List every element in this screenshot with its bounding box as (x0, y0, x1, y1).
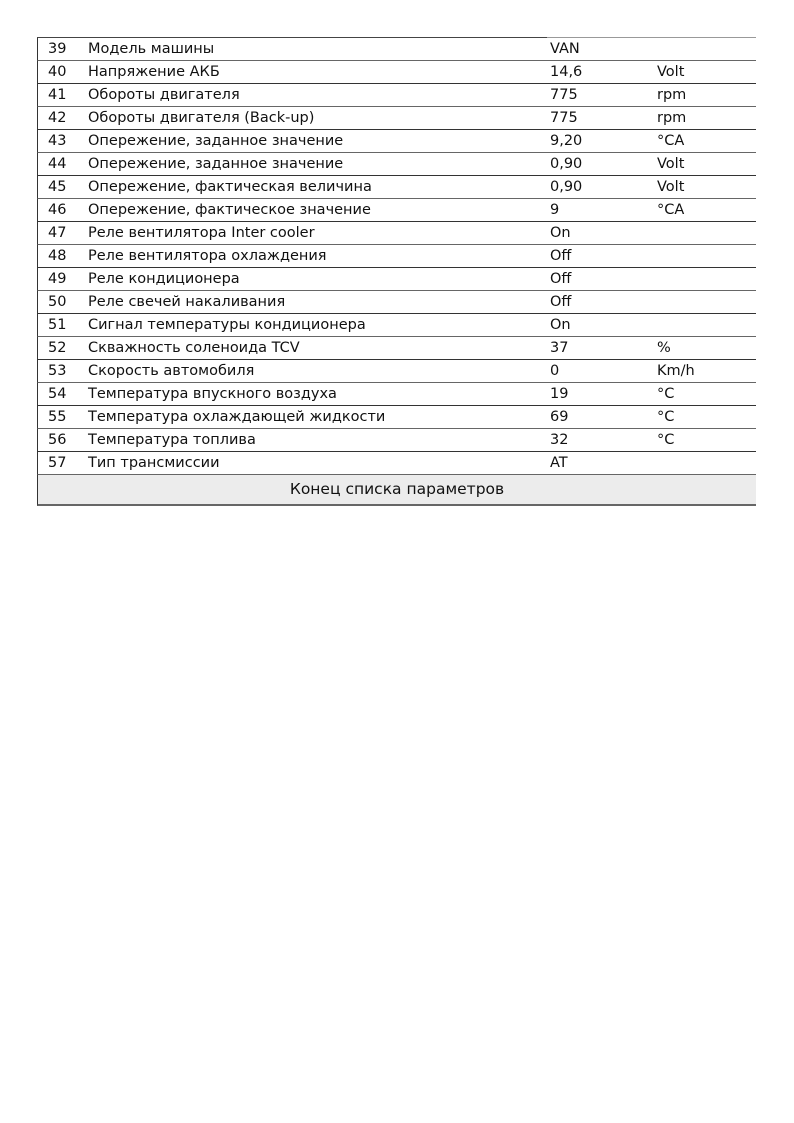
parameters-table (37, 37, 756, 506)
table-row (37, 337, 756, 360)
parameter-name: Обороты двигателя (88, 87, 240, 103)
table-row (37, 452, 756, 475)
parameter-value: 37 (550, 340, 569, 356)
parameter-name: Тип трансмиссии (88, 455, 220, 471)
parameter-name: Обороты двигателя (Back-up) (88, 110, 315, 126)
parameter-unit: % (657, 340, 671, 356)
row-number: 48 (48, 248, 67, 264)
table-row (37, 61, 756, 84)
parameter-unit: °C (657, 386, 675, 402)
parameter-name: Опережение, фактическая величина (88, 179, 372, 195)
parameter-value: AT (550, 455, 568, 471)
table-row (37, 199, 756, 222)
table-row (37, 245, 756, 268)
parameter-value: 0 (550, 363, 560, 379)
table-row (37, 130, 756, 153)
parameter-name: Температура впускного воздуха (88, 386, 337, 402)
parameter-name: Опережение, заданное значение (88, 133, 344, 149)
table-row (37, 176, 756, 199)
parameter-name: Скважность соленоида TCV (88, 340, 300, 356)
row-number: 55 (48, 409, 67, 425)
row-number: 49 (48, 271, 67, 287)
table-row (37, 107, 756, 130)
row-number: 41 (48, 87, 67, 103)
parameter-value: 14,6 (550, 64, 583, 80)
table-row (37, 38, 756, 61)
parameter-value: 32 (550, 432, 569, 448)
table-row (37, 268, 756, 291)
table-row (37, 222, 756, 245)
parameter-name: Реле вентилятора охлаждения (88, 248, 327, 264)
parameter-unit: °C (657, 432, 675, 448)
row-number: 45 (48, 179, 67, 195)
parameter-name: Температура охлаждающей жидкости (88, 409, 386, 425)
row-number: 40 (48, 64, 67, 80)
parameter-name: Реле свечей накаливания (88, 294, 286, 310)
row-number: 46 (48, 202, 67, 218)
parameter-name: Реле кондиционера (88, 271, 240, 287)
parameter-unit: °CA (657, 133, 685, 149)
parameter-unit: rpm (657, 110, 687, 126)
parameter-value: Off (550, 271, 572, 287)
row-number: 57 (48, 455, 67, 471)
table-row (37, 84, 756, 107)
parameter-name: Напряжение АКБ (88, 64, 220, 80)
parameter-value: On (550, 225, 571, 241)
parameter-unit: °C (657, 409, 675, 425)
row-number: 52 (48, 340, 67, 356)
parameter-value: 9 (550, 202, 560, 218)
row-number: 50 (48, 294, 67, 310)
table-row (37, 291, 756, 314)
row-number: 51 (48, 317, 67, 333)
table-row (37, 406, 756, 429)
table-row (37, 383, 756, 406)
parameter-unit: Km/h (657, 363, 695, 379)
parameter-name: Опережение, фактическое значение (88, 202, 371, 218)
parameter-value: 19 (550, 386, 569, 402)
row-number: 53 (48, 363, 67, 379)
parameter-value: VAN (550, 41, 580, 57)
end-of-list-footer: Конец списка параметров (37, 475, 756, 506)
parameter-value: 775 (550, 110, 578, 126)
parameter-name: Скорость автомобиля (88, 363, 255, 379)
parameter-name: Температура топлива (88, 432, 256, 448)
parameter-value: 0,90 (550, 156, 583, 172)
parameter-value: 69 (550, 409, 569, 425)
parameter-value: Off (550, 248, 572, 264)
parameter-unit: rpm (657, 87, 687, 103)
parameter-unit: Volt (657, 156, 685, 172)
parameter-value: On (550, 317, 571, 333)
parameter-unit: Volt (657, 64, 685, 80)
row-number: 56 (48, 432, 67, 448)
parameter-value: 775 (550, 87, 578, 103)
parameter-value: 0,90 (550, 179, 583, 195)
parameter-value: Off (550, 294, 572, 310)
table-row (37, 153, 756, 176)
table-row (37, 429, 756, 452)
parameter-name: Опережение, заданное значение (88, 156, 344, 172)
parameter-unit: °CA (657, 202, 685, 218)
parameter-name: Модель машины (88, 41, 215, 57)
row-number: 54 (48, 386, 67, 402)
table-row (37, 360, 756, 383)
row-number: 39 (48, 41, 67, 57)
row-number: 44 (48, 156, 67, 172)
parameter-name: Реле вентилятора Inter cooler (88, 225, 315, 241)
parameter-unit: Volt (657, 179, 685, 195)
parameter-name: Сигнал температуры кондиционера (88, 317, 366, 333)
parameter-value: 9,20 (550, 133, 583, 149)
row-number: 43 (48, 133, 67, 149)
table-row (37, 314, 756, 337)
table-body (37, 37, 756, 475)
row-number: 47 (48, 225, 67, 241)
row-number: 42 (48, 110, 67, 126)
